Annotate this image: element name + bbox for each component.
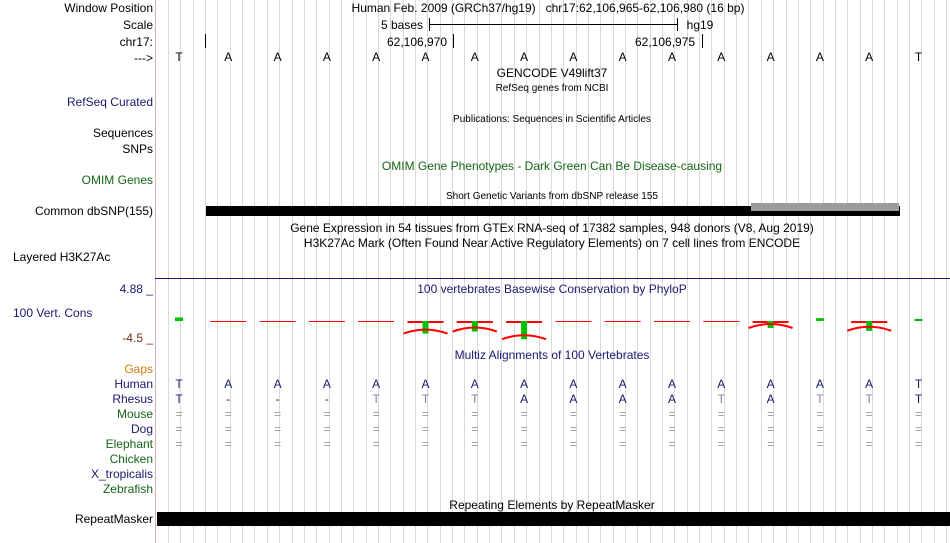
alignment-base: = (865, 407, 873, 421)
alignment-base: = (668, 422, 676, 436)
sequence-base: A (322, 50, 331, 64)
alignment-base: A (815, 377, 824, 391)
alignment-base: = (914, 422, 922, 436)
h3k27ac-track-title[interactable]: H3K27Ac Mark (Often Found Near Active Regulatory Elements) on 7 cell lines from ENCODE (303, 236, 801, 250)
repeatmasker-label[interactable]: RepeatMasker (74, 512, 153, 526)
alignment-base: T (914, 392, 923, 406)
alignment-base: = (569, 407, 577, 421)
cons-mark (502, 321, 546, 339)
omim-genes-label[interactable]: OMIM Genes (81, 173, 153, 187)
alignment-base: = (520, 437, 528, 451)
refseq-curated-label[interactable]: RefSeq Curated (66, 95, 153, 109)
alignment-base: = (421, 437, 429, 451)
alignment-base: T (865, 392, 873, 406)
alignment-base: = (865, 422, 873, 436)
alignment-base: T (717, 392, 725, 406)
alignment-base: T (816, 392, 824, 406)
alignment-base: = (767, 422, 775, 436)
alignment-base: = (175, 407, 183, 421)
species-label-chicken[interactable]: Chicken (109, 452, 153, 466)
alignment-base: = (914, 437, 922, 451)
cons-mark (816, 318, 824, 321)
cons-mark (654, 321, 690, 322)
vert-cons-label[interactable]: 100 Vert. Cons (13, 306, 93, 320)
alignment-base: A (766, 392, 775, 406)
gaps-label[interactable]: Gaps (124, 362, 153, 376)
sequence-base: A (273, 50, 282, 64)
alignment-base: = (323, 422, 331, 436)
alignment-base: = (323, 437, 331, 451)
chrom-label: chr17: (119, 35, 153, 49)
alignment-base: = (175, 437, 183, 451)
scale-assembly: hg19 (686, 18, 714, 32)
dbsnp-track-title[interactable]: Short Genetic Variants from dbSNP release 155 (446, 191, 658, 202)
alignment-base: = (668, 407, 676, 421)
alignment-base: = (372, 407, 380, 421)
alignment-base: = (224, 437, 232, 451)
alignment-base: A (618, 392, 627, 406)
cons-mark (404, 321, 448, 334)
sequence-base: A (717, 50, 726, 64)
cons-mark (358, 321, 394, 322)
alignment-base: = (619, 437, 627, 451)
sequence-base: A (667, 50, 676, 64)
alignment-base: A (569, 377, 578, 391)
multiz-track-title[interactable]: Multiz Alignments of 100 Vertebrates (454, 348, 650, 362)
alignment-base: A (667, 377, 676, 391)
sequences-label[interactable]: Sequences (92, 126, 153, 140)
refseq-track-title[interactable]: RefSeq genes from NCBI (495, 83, 609, 94)
alignment-base: = (471, 422, 479, 436)
alignment-base: T (471, 392, 479, 406)
alignment-base: T (175, 392, 183, 406)
repeatmasker-feature-bar[interactable] (157, 512, 950, 526)
cons-mark (749, 321, 793, 328)
alignment-base: = (274, 407, 282, 421)
alignment-base: = (175, 422, 183, 436)
alignment-base: = (668, 437, 676, 451)
sequence-base: A (766, 50, 775, 64)
cons-min-label: -4.5 _ (122, 331, 153, 345)
alignment-base: A (569, 392, 578, 406)
species-label-elephant[interactable]: Elephant (105, 437, 153, 451)
cons-mark (847, 321, 891, 331)
alignment-base: A (520, 392, 529, 406)
sequence-base: A (372, 50, 381, 64)
alignment-base: - (226, 392, 231, 406)
alignment-base: = (569, 422, 577, 436)
cons-mark (605, 321, 641, 322)
alignment-base: = (421, 407, 429, 421)
alignment-base: A (717, 377, 726, 391)
sequence-base: A (865, 50, 874, 64)
omim-track-title[interactable]: OMIM Gene Phenotypes - Dark Green Can Be Disease-causing (381, 159, 723, 173)
cons-mark (260, 321, 296, 322)
alignment-base: A (372, 377, 381, 391)
alignment-base: = (816, 437, 824, 451)
publications-track-title[interactable]: Publications: Sequences in Scientific Articles (453, 114, 651, 125)
alignment-base: = (471, 437, 479, 451)
alignment-base: = (914, 407, 922, 421)
alignment-base: = (816, 407, 824, 421)
sequence-base: A (618, 50, 627, 64)
strand-label: ---> (134, 51, 153, 65)
sequence-base: A (569, 50, 578, 64)
sequence-base: A (520, 50, 529, 64)
species-label-rhesus[interactable]: Rhesus (112, 392, 153, 406)
alignment-base: = (865, 437, 873, 451)
alignment-base: = (372, 437, 380, 451)
alignment-base: = (619, 422, 627, 436)
sequence-base: A (815, 50, 824, 64)
alignment-base: = (717, 407, 725, 421)
species-label-human[interactable]: Human (114, 377, 153, 391)
alignment-base: = (274, 422, 282, 436)
alignment-base: A (618, 377, 627, 391)
alignment-base: = (717, 437, 725, 451)
common-dbsnp-label[interactable]: Common dbSNP(155) (34, 204, 153, 218)
alignment-base: = (520, 407, 528, 421)
alignment-base: = (767, 437, 775, 451)
scale-text: 5 bases (380, 18, 424, 32)
alignment-base: = (767, 407, 775, 421)
cons-mark (210, 321, 246, 322)
window-position-value: Human Feb. 2009 (GRCh37/hg19) chr17:62,106,965-62,106,980 (16 bp) (351, 1, 745, 15)
cons-mark (915, 319, 923, 321)
gencode-track-title[interactable]: GENCODE V49lift37 (496, 66, 608, 80)
alignment-base: - (275, 392, 280, 406)
scale-label: Scale (122, 18, 153, 32)
cons-mark (703, 321, 739, 322)
alignment-base: = (520, 422, 528, 436)
species-label-x_tropicalis[interactable]: X_tropicalis (90, 467, 153, 481)
alignment-base: A (865, 377, 874, 391)
alignment-base: = (816, 422, 824, 436)
alignment-base: = (323, 407, 331, 421)
alignment-base: = (224, 407, 232, 421)
alignment-base: A (766, 377, 775, 391)
cons-track-title[interactable]: 100 vertebrates Basewise Conservation by PhyloP (417, 282, 687, 296)
sequence-base: A (224, 50, 233, 64)
alignment-base: A (421, 377, 430, 391)
cons-max-label: 4.88 _ (119, 282, 153, 296)
alignment-base: - (324, 392, 329, 406)
sequence-base: A (421, 50, 430, 64)
alignment-base: T (421, 392, 430, 406)
species-label-zebrafish[interactable]: Zebrafish (102, 482, 153, 496)
alignment-base: = (717, 422, 725, 436)
coord-right: 62,106,975 (635, 35, 696, 49)
cons-mark (453, 321, 497, 332)
alignment-base: A (520, 377, 529, 391)
alignment-base: = (471, 407, 479, 421)
window-position-label: Window Position (64, 1, 153, 15)
repeat-track-title[interactable]: Repeating Elements by RepeatMasker (449, 498, 655, 512)
snps-label[interactable]: SNPs (122, 142, 153, 156)
coord-left: 62,106,970 (387, 35, 448, 49)
gtex-track-title[interactable]: Gene Expression in 54 tissues from GTEx RNA-seq of 17382 samples, 948 donors (V8, Aug 2019) (290, 221, 814, 235)
layered-h3k27ac-label[interactable]: Layered H3K27Ac (13, 250, 111, 264)
alignment-base: T (372, 392, 380, 406)
alignment-base: T (914, 377, 923, 391)
alignment-base: = (569, 437, 577, 451)
alignment-base: = (619, 407, 627, 421)
sequence-base: T (175, 50, 183, 64)
sequence-base: T (914, 50, 923, 64)
species-label-dog[interactable]: Dog (130, 422, 153, 436)
alignment-base: = (372, 422, 380, 436)
alignment-base: = (224, 422, 232, 436)
alignment-base: A (322, 377, 331, 391)
alignment-base: A (273, 377, 282, 391)
sequence-base: A (470, 50, 479, 64)
alignment-base: A (667, 392, 676, 406)
cons-mark (175, 318, 183, 322)
alignment-base: A (224, 377, 233, 391)
cons-mark (309, 321, 345, 322)
alignment-base: = (274, 437, 282, 451)
alignment-base: = (421, 422, 429, 436)
species-label-mouse[interactable]: Mouse (116, 407, 153, 421)
cons-mark (555, 321, 591, 322)
alignment-base: T (175, 377, 183, 391)
alignment-base: A (470, 377, 479, 391)
